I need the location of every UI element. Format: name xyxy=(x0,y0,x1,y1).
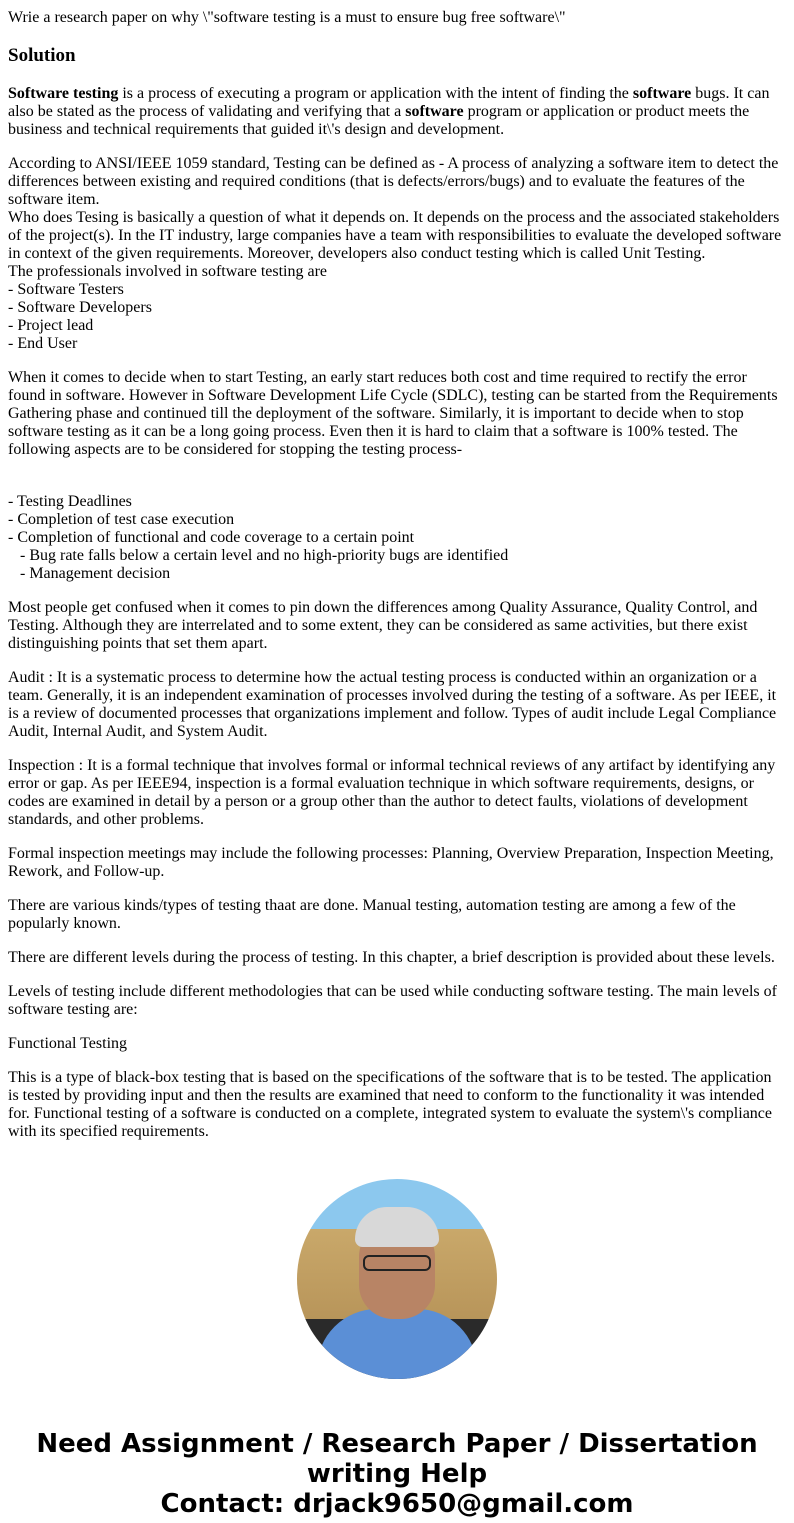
footer-line1: Need Assignment / Research Paper / Dissertation writing Help xyxy=(36,1429,758,1489)
solution-heading: Solution xyxy=(8,45,76,66)
paragraph: Functional Testing xyxy=(8,1035,128,1052)
paragraph: Inspection : It is a formal technique that involves formal or informal technical reviews of any artifact by identifying any error or gap. As per IEEE94, inspection is a formal evaluation technique in which software requirements, designs, or codes are examined in detail by a person or a group other than the author to detect faults, violations of development standards, and other problems. xyxy=(8,757,776,828)
line: According to ANSI/IEEE 1059 standard, Testing can be defined as - A process of analyzing a software item to detect the differences between existing and required conditions (that is defects/errors/bugs) and to evaluate the features of the software item. xyxy=(8,155,779,208)
list-item: - Bug rate falls below a certain level and no high-priority bugs are identified xyxy=(8,547,509,564)
when-to-test-paragraph: When it comes to decide when to start Testing, an early start reduces both cost and time required to rectify the error found in software. However in Software Development Life Cycle (SDLC), testing can be started from the Requirements Gathering phase and continued till the deployment of the software. Similarly, it is important to decide when to stop software testing as it can be a long going process. Even then it is hard to claim that a software is 100% tested. The following aspects are to be considered for stopping the testing process- xyxy=(8,369,778,458)
stop-criteria-list xyxy=(8,475,786,583)
intro-paragraph xyxy=(8,85,786,139)
list-item: - Software Developers xyxy=(8,299,152,316)
text: program or application or product meets the business and technical requirements that guided it\'s design and development. xyxy=(8,103,750,138)
bold-term: software xyxy=(405,103,464,120)
paragraph: There are different levels during the process of testing. In this chapter, a brief description is provided about these levels. xyxy=(8,949,775,966)
list-item: - End User xyxy=(8,335,78,352)
paragraph: Levels of testing include different methodologies that can be used while conducting software testing. The main levels of software testing are: xyxy=(8,983,777,1018)
author-photo-container xyxy=(8,1179,786,1379)
paragraph: Formal inspection meetings may include the following processes: Planning, Overview Preparation, Inspection Meeting, Rework, and Follow-up. xyxy=(8,845,774,880)
list-item: - Software Testers xyxy=(8,281,124,298)
line: Who does Tesing is basically a question of what it depends on. It depends on the process and the associated stakeholders of the project(s). In the IT industry, large companies have a team with responsibilities to evaluate the developed software in context of the given requirements. Moreover, developers also conduct testing which is called Unit Testing. xyxy=(8,209,782,262)
question-text: Wrie a research paper on why \"software testing is a must to ensure bug free software\" xyxy=(8,9,566,26)
bold-term: Software testing xyxy=(8,85,119,102)
definition-paragraph xyxy=(8,155,786,353)
text: is a process of executing a program or application with the intent of finding the xyxy=(118,85,633,102)
list-item: - Management decision xyxy=(8,565,171,582)
list-item: - Completion of test case execution xyxy=(8,511,235,528)
list-item: - Completion of functional and code coverage to a certain point xyxy=(8,529,415,546)
footer-contact: Contact: drjack9650@gmail.com xyxy=(160,1489,634,1519)
line: The professionals involved in software testing are xyxy=(8,263,328,280)
list-item: - Testing Deadlines xyxy=(8,493,132,510)
paragraph: Most people get confused when it comes to pin down the differences among Quality Assurance, Quality Control, and Testing. Although they are interrelated and to some extent, they can be considered as same activities, but there exist distinguishing points that set them apart. xyxy=(8,599,758,652)
list-item: - Project lead xyxy=(8,317,94,334)
paragraph: Audit : It is a systematic process to determine how the actual testing process is conducted within an organization or a team. Generally, it is an independent examination of processes involved during the testing of a software. As per IEEE, it is a review of documented processes that organizations implement and follow. Types of audit include Legal Compliance Audit, Internal Audit, and System Audit. xyxy=(8,669,777,740)
bold-term: software xyxy=(632,85,692,102)
paragraph: This is a type of black-box testing that is based on the specifications of the software that is to be tested. The application is tested by providing input and then the results are examined that need to conform to the functionality it was intended for. Functional testing of a software is conducted on a complete, integrated system to evaluate the system\'s compliance with its specified requirements. xyxy=(8,1069,772,1140)
text: bugs. It can also be stated as the process of validating and verifying that a xyxy=(8,85,770,120)
paragraph: There are various kinds/types of testing thaat are done. Manual testing, automation testing are among a few of the popularly known. xyxy=(8,897,736,932)
author-photo xyxy=(297,1179,497,1379)
contact-footer xyxy=(8,1429,786,1519)
